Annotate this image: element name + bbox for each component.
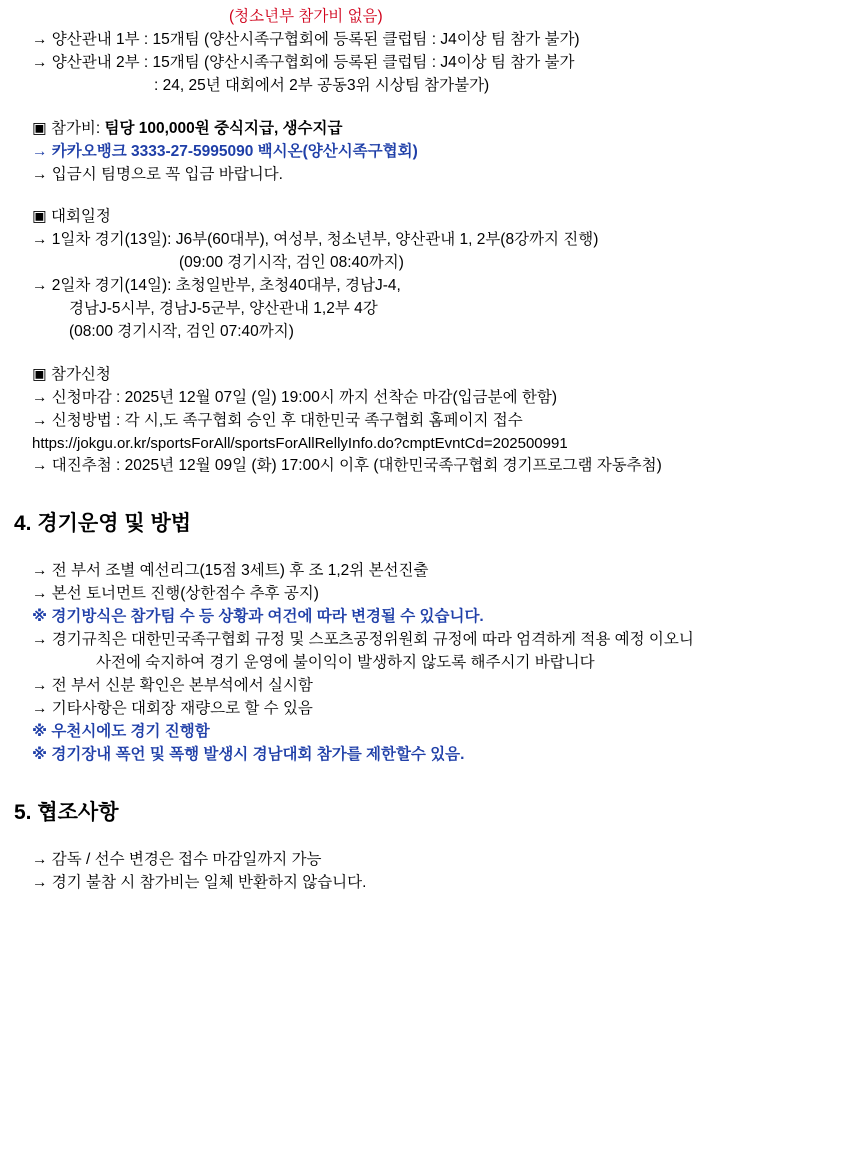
spacer [14,344,852,364]
division-line-2: → 양산관내 2부 : 15개팀 (양산시족구협회에 등록된 클럽팀 : J4이상 팀 참가 불가 [32,53,575,71]
apply-title-row [14,364,852,387]
section-4-line: ※ 경기장내 폭언 및 폭행 발생시 경남대회 참가를 제한할수 있음. [32,745,465,763]
schedule-bullet-icon: ▣ [32,208,47,226]
apply-deadline: → 신청마감 : 2025년 12월 07일 (일) 19:00시 까지 선착순 마감(입금분에 한함) [32,388,557,406]
section-4-line: → 경기규칙은 대한민국족구협회 규정 및 스포츠공정위원회 규정에 따라 엄격하게 적용 예정 이오니 [32,631,694,649]
section-4-line: → 전 부서 조별 예선리그(15점 3세트) 후 조 1,2위 본선진출 [32,562,429,580]
section-4-line: ※ 우천시에도 경기 진행함 [32,722,210,740]
apply-bullet-icon: ▣ [32,365,47,383]
spacer [14,186,852,206]
schedule-day1-time: (09:00 경기시작, 검인 08:40까지) [179,254,404,272]
schedule-title: 대회일정 [50,208,111,226]
division-note: : 24, 25년 대회에서 2부 공동3위 시상팀 참가불가) [154,76,490,94]
schedule-day2-cont: 경남J-5시부, 경남J-5군부, 양산관내 1,2부 4강 [69,300,378,318]
spacer [14,540,852,560]
top-note: (청소년부 참가비 없음) [229,8,383,25]
fee-label: 참가비: [50,119,101,137]
schedule-day1: → 1일차 경기(13일): J6부(60대부), 여성부, 청소년부, 양산관내 1, 2부(8강까지 진행) [32,231,599,249]
section-4-line: 사전에 숙지하여 경기 운영에 불이익이 발생하지 않도록 해주시기 바랍니다 [96,653,595,671]
section-4-body [14,560,852,766]
section-4-heading: 4. 경기운영 및 방법 [14,511,192,535]
schedule-day2-time: (08:00 경기시작, 검인 07:40까지) [69,323,294,341]
apply-draw: → 대진추첨 : 2025년 12월 09일 (화) 17:00시 이후 (대한민국족구협회 경기프로그램 자동추첨) [32,457,662,474]
section-5-line: → 감독 / 선수 변경은 접수 마감일까지 가능 [32,850,322,868]
section-4-line: → 전 부서 신분 확인은 본부석에서 실시함 [32,676,313,694]
section-5-line: → 경기 불참 시 참가비는 일체 반환하지 않습니다. [32,873,367,891]
fee-bullet-icon: ▣ [32,119,47,137]
schedule-day2: → 2일차 경기(14일): 초청일반부, 초청40대부, 경남J-4, [32,277,401,295]
spacer [14,767,852,797]
section-5-heading: 5. 협조사항 [14,800,119,824]
apply-url[interactable]: https://jokgu.or.kr/sportsForAll/sportsForAllRellyInfo.do?cmptEvntCd=202500991 [32,434,568,452]
section-4-line: → 기타사항은 대회장 재량으로 할 수 있음 [32,699,313,717]
fee-bank-line: → 카카오뱅크 3333-27-5995090 백시온(양산시족구협회) [32,142,418,160]
schedule-title-row [14,206,852,229]
apply-title: 참가신청 [50,365,111,383]
apply-method: → 신청방법 : 각 시,도 족구협회 승인 후 대한민국 족구협회 홈페이지 접수 [32,411,523,429]
spacer [14,829,852,849]
section-4-line: ※ 경기방식은 참가팀 수 등 상황과 여건에 따라 변경될 수 있습니다. [32,608,484,626]
spacer [14,98,852,118]
fee-row [14,118,852,141]
section-4-line: → 본선 토너먼트 진행(상한점수 추후 공지) [32,585,319,603]
spacer [14,478,852,508]
section-5-body [14,849,852,895]
fee-deposit-note: → 입금시 팀명으로 꼭 입금 바랍니다. [32,165,283,183]
fee-value: 팀당 100,000원 중식지급, 생수지급 [104,119,343,137]
division-line-1: → 양산관내 1부 : 15개팀 (양산시족구협회에 등록된 클럽팀 : J4이상 팀 참가 불가) [32,30,580,48]
